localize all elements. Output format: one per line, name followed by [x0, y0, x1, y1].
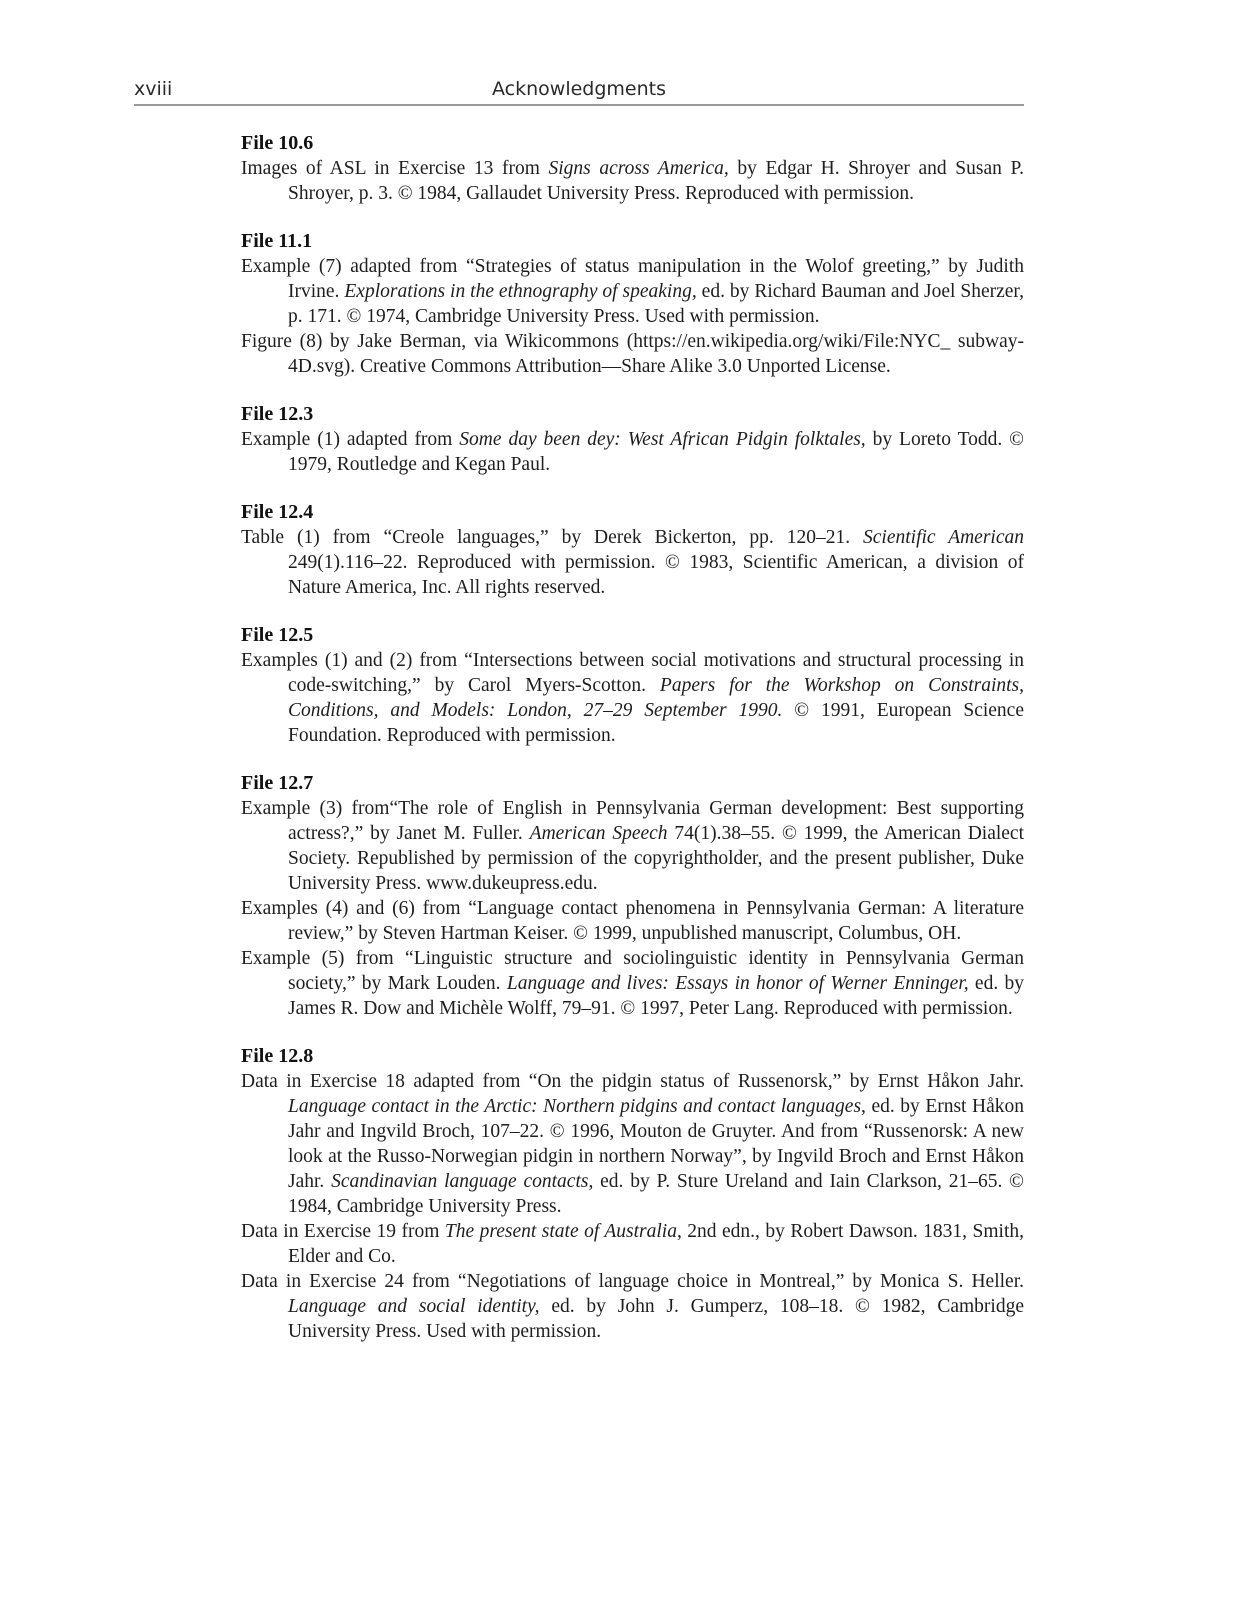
credit-entry — [241, 946, 1024, 1021]
acknowledgments-body — [241, 131, 1024, 1367]
italic-title: The present state of Australia — [444, 1221, 677, 1242]
entry-text: 74(1).38–55. © 1999, the American Dialect Society. Republished by permission of the copyrightholder, and the present publisher, Duke University Press. www.dukeupress.edu. — [288, 823, 1025, 894]
file-heading: File 12.5 — [241, 624, 314, 646]
italic-title: Language contact in the Arctic: Northern pidgins and contact languages — [288, 1096, 862, 1117]
credit-entry — [241, 1069, 1024, 1219]
italic-title: Papers for the Workshop on Constraints, Conditions, and Models: London, 27–29 September 1990. — [288, 675, 1024, 721]
entry-text: Data in Exercise 19 from — [241, 1221, 445, 1242]
credit-entry — [241, 648, 1024, 748]
entry-text: Example (5) from “Linguistic structure and sociolinguistic identity in Pennsylvania German society,” by Mark Louden. — [241, 948, 1024, 994]
page-number: xviii — [134, 78, 173, 100]
entry-text: ed. by John J. Gumperz, 108–18. © 1982, Cambridge University Press. Used with permission. — [288, 1296, 1024, 1342]
credit-section — [241, 229, 1024, 379]
entry-text: , 2nd edn., by Robert Dawson. 1831, Smith, Elder and Co. — [288, 1221, 1025, 1267]
file-heading: File 12.8 — [241, 1045, 314, 1067]
italic-title: American Speech — [529, 823, 668, 844]
entry-text: 249(1).116–22. Reproduced with permission. © 1983, Scientific American, a division of Nature America, Inc. All rights reserved. — [288, 552, 1024, 598]
credit-section — [241, 623, 1024, 748]
credit-section — [241, 131, 1024, 206]
credit-section — [241, 500, 1024, 600]
file-heading: File 12.4 — [241, 501, 314, 523]
entry-text: Example (7) adapted from “Strategies of status manipulation in the Wolof greeting,” by Judith Irvine. — [241, 256, 1024, 302]
file-heading: File 10.6 — [241, 132, 314, 154]
credit-entry — [241, 896, 1024, 946]
entry-text: Example (3) from“The role of English in Pennsylvania German development: Best supporting actress?,” by Janet M. Fuller. — [241, 798, 1024, 844]
running-head-title: Acknowledgments — [492, 78, 666, 100]
entry-text: by Edgar H. Shroyer and Susan P. Shroyer, p. 3. © 1984, Gallaudet University Press. Reproduced with permission. — [288, 158, 1025, 204]
italic-title: Explorations in the ethnography of speaking, — [344, 281, 697, 302]
entry-text: ed. by Richard Bauman and Joel Sherzer, p. 171. © 1974, Cambridge University Press. Used with permission. — [288, 281, 1024, 327]
credit-entry — [241, 427, 1024, 477]
entry-text: Images of ASL in Exercise 13 from — [241, 158, 549, 179]
entry-text: Examples (4) and (6) from “Language contact phenomena in Pennsylvania German: A literature review,” by Steven Hartman Keiser. © 1999, unpublished manuscript, Columbus, OH. — [241, 898, 1024, 944]
entry-text: Examples (1) and (2) from “Intersections between social motivations and structural processing in code-switching,” by Carol Myers-Scotton. — [241, 650, 1024, 696]
entry-text: © 1991, European Science Foundation. Reproduced with permission. — [288, 700, 1024, 746]
credit-entry — [241, 796, 1024, 896]
italic-title: Language and social identity, — [288, 1296, 540, 1317]
credit-section — [241, 402, 1024, 477]
credit-section — [241, 771, 1024, 1021]
file-heading: File 12.7 — [241, 772, 314, 794]
entry-text: Table (1) from “Creole languages,” by Derek Bickerton, pp. 120–21. — [241, 527, 864, 548]
entry-text: Figure (8) by Jake Berman, via Wikicommons (https://en.wikipedia.org/wiki/File:NYC_ subway-4D.svg). Creative Commons Attribution—Share Alike 3.0 Unported License. — [241, 331, 1024, 377]
entry-text: Data in Exercise 18 adapted from “On the pidgin status of Russenorsk,” by Ernst Håkon Jahr. — [241, 1071, 1024, 1092]
entry-text: by Loreto Todd. © 1979, Routledge and Kegan Paul. — [288, 429, 1024, 475]
italic-title: Scientific American — [863, 527, 1024, 548]
credit-section — [241, 1044, 1024, 1344]
file-heading: File 11.1 — [241, 230, 313, 252]
credit-entry — [241, 254, 1024, 329]
entry-text: ed. by James R. Dow and Michèle Wolff, 79–91. © 1997, Peter Lang. Reproduced with permission. — [288, 973, 1025, 1019]
credit-entry — [241, 329, 1024, 379]
entry-text: , ed. by Ernst Håkon Jahr and Ingvild Broch, 107–22. © 1996, Mouton de Gruyter. And from “Russenorsk: A new look at the Russo-Norwegian pidgin in northern Norway”, by Ingvild Broch and Ernst Håkon Jahr. — [288, 1096, 1025, 1192]
running-head — [134, 74, 1024, 106]
credit-entry — [241, 1269, 1024, 1344]
entry-text: , ed. by P. Sture Ureland and Iain Clarkson, 21–65. © 1984, Cambridge University Press. — [288, 1171, 1024, 1217]
credit-entry — [241, 156, 1024, 206]
italic-title: Some day been dey: West African Pidgin folktales, — [459, 429, 866, 450]
italic-title: Language and lives: Essays in honor of Werner Enninger, — [506, 973, 969, 994]
credit-entry — [241, 525, 1024, 600]
italic-title: Scandinavian language contacts — [331, 1171, 589, 1192]
file-heading: File 12.3 — [241, 403, 314, 425]
entry-text: Data in Exercise 24 from “Negotiations of language choice in Montreal,” by Monica S. Heller. — [241, 1271, 1024, 1292]
credit-entry — [241, 1219, 1024, 1269]
italic-title: Signs across America, — [548, 158, 729, 179]
entry-text: Example (1) adapted from — [241, 429, 460, 450]
